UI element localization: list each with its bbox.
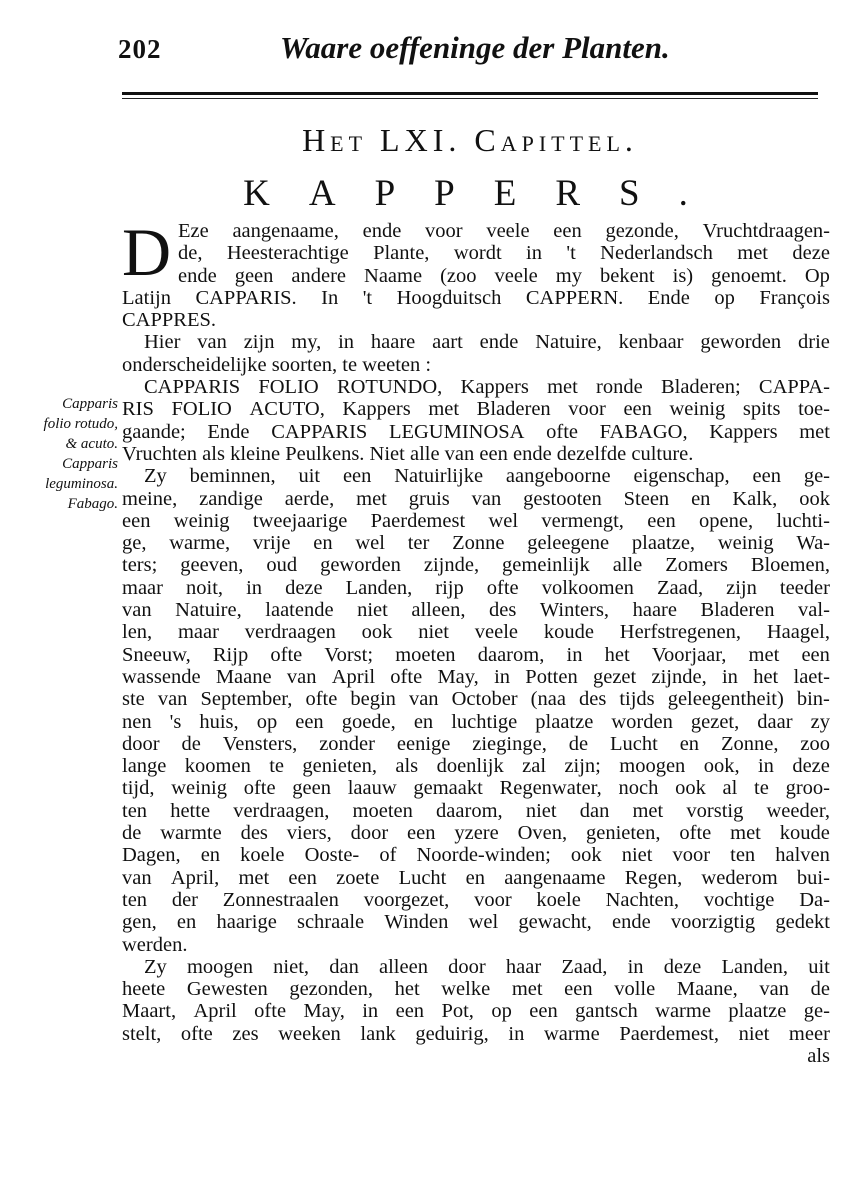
chapter-title: KAPPERS.: [243, 173, 727, 214]
text-line: Dagen, en koele Ooste- of Noorde-winden; ook niet voor ten halven: [122, 844, 830, 867]
text-line: len, maar verdraagen ook niet veele koude Herfstregenen, Haagel,: [122, 621, 830, 644]
text-line: Maart, April ofte May, in een Pot, op een gantsch warme plaatze ge-: [122, 1000, 830, 1023]
page-header: [118, 26, 818, 72]
text-line: Vruchten als kleine Peulkens. Niet alle van een ende dezelfde culture.: [122, 442, 694, 465]
text-line: Latijn CAPPARIS. In 't Hoogduitsch CAPPERN. Ende op François: [122, 286, 830, 309]
body-text: [122, 214, 834, 1067]
margin-note: Capparis: [62, 396, 118, 412]
text-line: CAPPARIS FOLIO ROTUNDO, Kappers met ronde Bladeren; CAPPA-: [144, 376, 830, 399]
text-line: als: [807, 1044, 830, 1067]
chapter-heading: Het LXI. Capittel.: [302, 122, 638, 158]
text-line: RIS FOLIO ACUTO, Kappers met Bladeren voor een weinig spits toe-: [122, 398, 830, 421]
text-line: ge, warme, vrije en wel ter Zonne geleegene plaatze, weinig Wa-: [122, 532, 830, 555]
text-line: gen, en haarige schraale Winden wel gewacht, ende voorzigtig gedekt: [122, 911, 830, 934]
text-line: nen 's huis, op een goede, en luchtige plaatze worden gezet, daar zy: [122, 710, 830, 733]
text-line: ten hette verdraagen, moeten daarom, niet dan met vorstig weeder,: [122, 799, 830, 822]
margin-notes: [6, 394, 118, 514]
text-line: Sneeuw, Rijp ofte Vorst; moeten daarom, in het Voorjaar, met een: [122, 643, 830, 666]
margin-note: folio rotudo,: [43, 416, 118, 432]
margin-note: Capparis: [62, 456, 118, 472]
text-line: ten der Zonnestraalen voorgezet, voor koele Nachten, vochtige Da-: [122, 888, 830, 911]
margin-note: leguminosa.: [45, 476, 118, 492]
text-line: een weinig tweejaarige Paerdemest wel vermengt, een opene, luchti-: [122, 509, 830, 532]
text-line: wassende Maane van April ofte May, in Potten gezet zijnde, in het laet-: [122, 665, 830, 688]
text-line: gaande; Ende CAPPARIS LEGUMINOSA ofte FABAGO, Kappers met: [122, 420, 830, 443]
text-line: ste van September, ofte begin van October (naa des tijds geleegentheit) bin-: [122, 688, 830, 711]
text-line: door de Vensters, zonder eenige zieginge, de Lucht en Zonne, zoo: [122, 732, 830, 755]
text-line: van April, met een zoete Lucht en aangenaame Regen, wederom bui-: [122, 866, 830, 889]
text-line: Zy moogen niet, dan alleen door haar Zaad, in deze Landen, uit: [144, 955, 830, 978]
text-line: tijd, weinig ofte geen laauw gemaakt Regenwater, noch ook al te groo-: [122, 777, 830, 800]
text-line: werden.: [122, 933, 188, 956]
text-line: onderscheidelijke soorten, te weeten :: [122, 353, 432, 376]
running-title: Waare oeffeninge der Planten.: [280, 30, 670, 65]
text-line: meine, zandige aerde, met gruis van gestooten Steen en Kalk, ook: [122, 487, 830, 510]
margin-note: & acuto.: [65, 436, 118, 452]
text-line: van Natuire, laatende niet alleen, des Winters, haare Bladeren val-: [122, 599, 830, 622]
text-line: Zy beminnen, uit een Natuirlijke aangeboorne eigenschap, een ge-: [144, 465, 830, 488]
text-line: de, Heesterachtige Plante, wordt in 't Nederlandsch met deze: [178, 242, 830, 265]
page-number: 202: [118, 34, 162, 64]
margin-note: Fabago.: [67, 496, 118, 512]
text-line: heete Gewesten gezonden, het welke met een volle Maane, van de: [122, 978, 830, 1001]
header-rule-thin: [122, 98, 818, 99]
text-line: ters; geeven, oud geworden zijnde, gemeinlijk alle Zomers Bloemen,: [122, 554, 830, 577]
text-line: maar noit, in deze Landen, rijp ofte volkoomen Zaad, zijn teeder: [122, 576, 830, 599]
text-line: stelt, ofte zes weeken lank geduirig, in warme Paerdemest, niet meer: [122, 1022, 830, 1045]
text-line: CAPPRES.: [122, 309, 217, 332]
text-line: lange koomen te genieten, als doenlijk zal zijn; moogen ook, in deze: [122, 755, 830, 778]
header-rule: [122, 92, 818, 95]
text-line: Hier van zijn my, in haare aart ende Natuire, kenbaar geworden drie: [144, 331, 830, 354]
text-line: Eze aangenaame, ende voor veele een gezonde, Vruchtdraagen-: [178, 220, 830, 242]
text-line: ende geen andere Naame (zoo veele my bekent is) genoemt. Op: [178, 264, 830, 287]
text-line: de warmte des viers, door een yzere Oven, genieten, ofte met koude: [122, 822, 830, 845]
drop-cap: D: [122, 214, 172, 290]
